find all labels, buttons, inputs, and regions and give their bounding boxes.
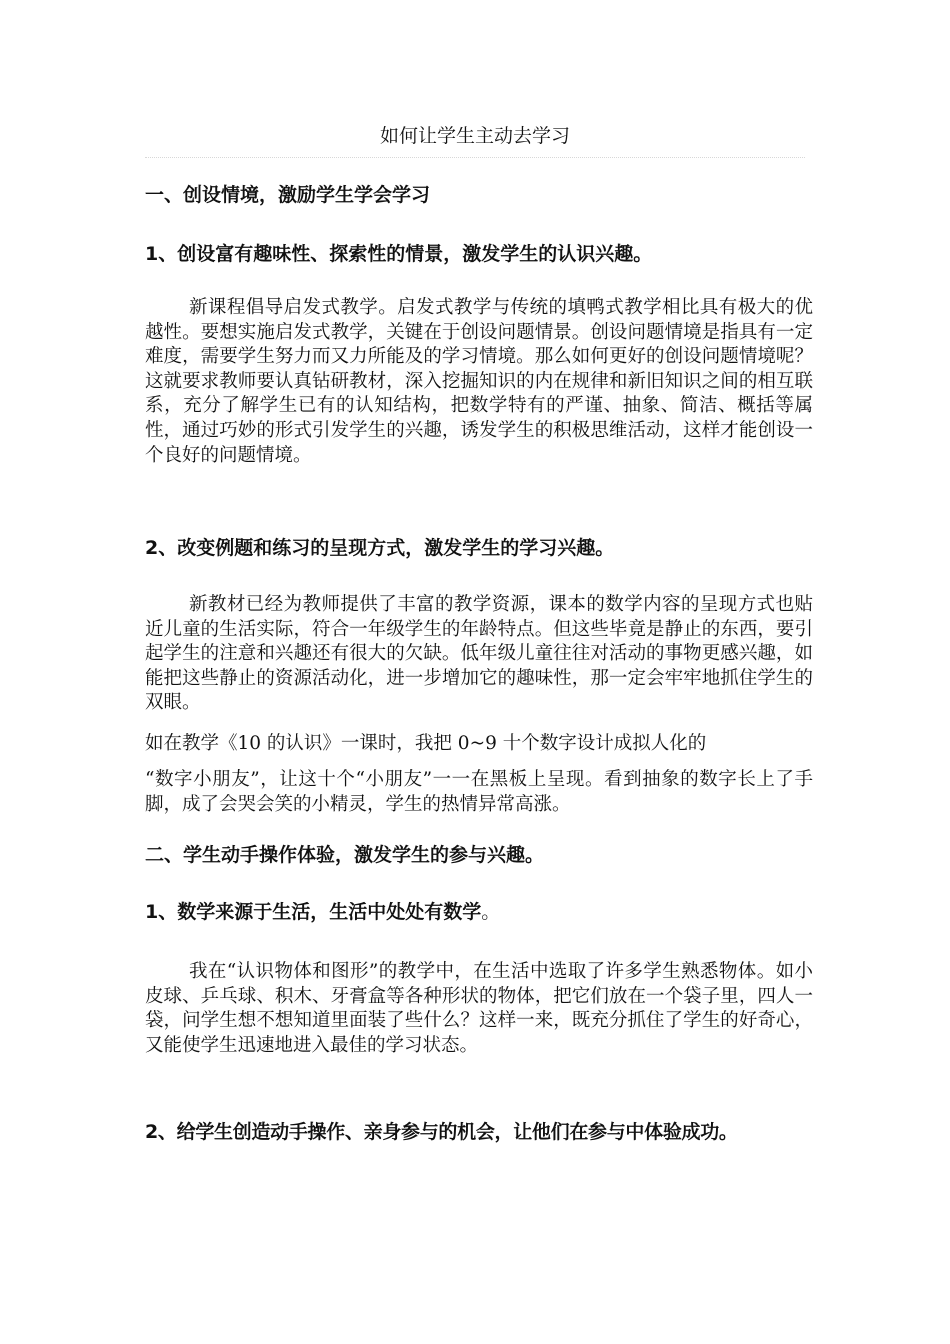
section-2-heading: 二、学生动手操作体验，激发学生的参与兴趣。 [145,844,545,866]
document-title: 如何让学生主动去学习 [379,125,570,147]
subsection-1-1-heading: 1、创设富有趣味性、探索性的情景，激发学生的认识兴趣。 [145,243,653,265]
subsection-2-1-heading-tail: 。 [481,901,501,923]
title-divider [145,157,805,158]
subsection-2-2-heading: 2、给学生创造动手操作、亲身参与的机会，让他们在参与中体验成功。 [145,1121,738,1143]
subsection-1-2-heading: 2、改变例题和练习的呈现方式，激发学生的学习兴趣。 [145,537,615,559]
subsection-2-1-heading [145,898,500,926]
paragraph-2-1-1: 我在“认识物体和图形”的教学中，在生活中选取了许多学生熟悉物体。如小皮球、乒乓球、积木、牙膏盒等各种形状的物体，把它们放在一个袋子里，四人一袋，问学生想不想知道里面装了些什么？这样一来，既充分抓住了学生的好奇心，又能使学生迅速地进入最佳的学习状态。 [145,961,813,1056]
paragraph-1-2-2: 如在教学《10 的认识》一课时，我把 0~9 十个数字设计成拟人化的 [145,733,707,754]
paragraph-1-1-1: 新课程倡导启发式教学。启发式教学与传统的填鸭式教学相比具有极大的优越性。要想实施启发式教学，关键在于创设问题情景。创设问题情境是指具有一定难度，需要学生努力而又力所能及的学习情境。那么如何更好的创设问题情境呢？这就要求教师要认真钻研教材，深入挖掘知识的内在规律和新旧知识之间的相互联系，充分了解学生已有的认知结构，把数学特有的严谨、抽象、简洁、概括等属性，通过巧妙的形式引发学生的兴趣，诱发学生的积极思维活动，这样才能创设一个良好的问题情境。 [145,297,813,466]
paragraph-1-2-1: 新教材已经为教师提供了丰富的教学资源，课本的数学内容的呈现方式也贴近儿童的生活实际，符合一年级学生的年龄特点。但这些毕竟是静止的东西，要引起学生的注意和兴趣还有很大的欠缺。低年级儿童往往对活动的事物更感兴趣，如能把这些静止的资源活动化，进一步增加它的趣味性，那一定会牢牢地抓住学生的双眼。 [145,594,813,714]
paragraph-1-2-3: “数字小朋友”，让这十个“小朋友”一一在黑板上呈现。看到抽象的数字长上了手脚，成了会哭会笑的小精灵，学生的热情异常高涨。 [145,769,813,815]
section-1-heading: 一、创设情境，激励学生学会学习 [145,184,431,206]
subsection-2-1-heading-text: 1、数学来源于生活，生活中处处有数学 [145,901,482,923]
